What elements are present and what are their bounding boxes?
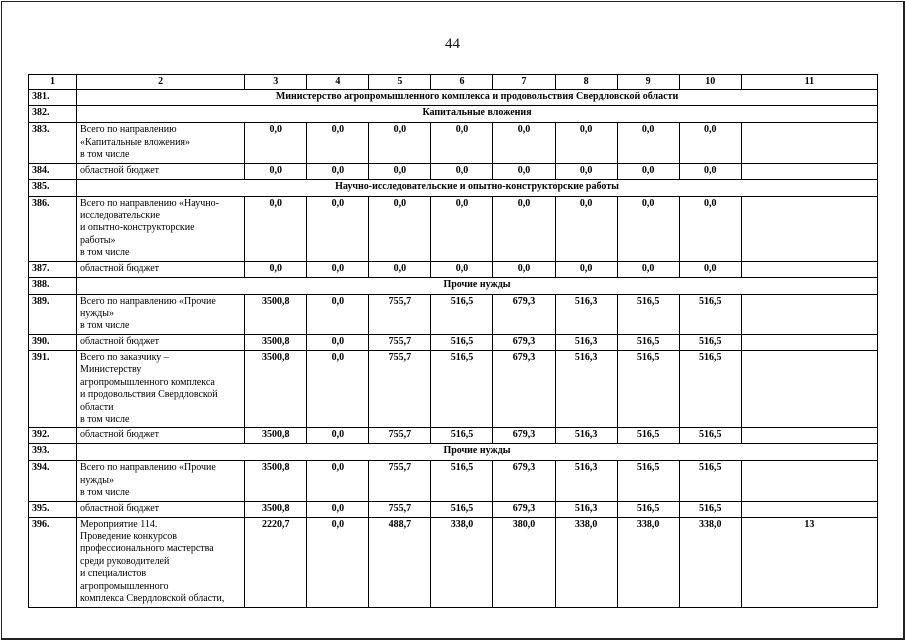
column-header: 10 xyxy=(679,75,741,90)
value-cell: 516,5 xyxy=(617,428,679,444)
table-row xyxy=(29,123,878,163)
description-line: «Капитальные вложения» xyxy=(80,136,191,148)
description-line: комплекса Свердловской области, xyxy=(80,592,225,604)
value-cell: 0,0 xyxy=(307,123,369,163)
value-cell: 0,0 xyxy=(679,123,741,163)
row-description xyxy=(77,461,245,501)
value-cell: 0,0 xyxy=(431,196,493,261)
section-row xyxy=(29,444,878,461)
column-header: 11 xyxy=(741,75,877,90)
value-cell: 0,0 xyxy=(307,196,369,261)
table-row xyxy=(29,461,878,501)
value-cell: 0,0 xyxy=(369,163,431,179)
row-number: 395. xyxy=(29,501,77,517)
section-title: Капитальные вложения xyxy=(77,106,878,123)
value-cell: 338,0 xyxy=(431,517,493,607)
target-indicator-cell xyxy=(741,163,877,179)
description-line: областной бюджет xyxy=(80,429,160,441)
column-header: 8 xyxy=(555,75,617,90)
description-line: работы» xyxy=(80,234,116,246)
value-cell: 516,3 xyxy=(555,350,617,427)
value-cell: 0,0 xyxy=(493,196,555,261)
row-number: 392. xyxy=(29,428,77,444)
section-row xyxy=(29,90,878,106)
description-line: Всего по направлению «Прочие xyxy=(80,295,216,307)
description-line: областной бюджет xyxy=(80,335,160,347)
value-cell: 516,5 xyxy=(431,350,493,427)
section-title: Научно-исследовательские и опытно-конструкторские работы xyxy=(77,179,878,196)
column-header: 9 xyxy=(617,75,679,90)
row-number: 387. xyxy=(29,261,77,277)
value-cell: 380,0 xyxy=(493,517,555,607)
description-line: агропромышленного xyxy=(80,580,169,592)
description-line: и опытно-конструкторские xyxy=(80,222,195,234)
column-header: 1 xyxy=(29,75,77,90)
section-title: Прочие нужды xyxy=(77,444,878,461)
description-line: профессионального мастерства xyxy=(80,543,214,555)
row-description xyxy=(77,163,245,179)
value-cell: 0,0 xyxy=(617,163,679,179)
value-cell: 488,7 xyxy=(369,517,431,607)
description-line: и продовольствия Свердловской xyxy=(80,389,218,401)
row-number: 394. xyxy=(29,461,77,501)
value-cell: 755,7 xyxy=(369,461,431,501)
row-number: 386. xyxy=(29,196,77,261)
value-cell: 338,0 xyxy=(617,517,679,607)
column-header: 7 xyxy=(493,75,555,90)
value-cell: 0,0 xyxy=(369,196,431,261)
section-row xyxy=(29,179,878,196)
value-cell: 3500,8 xyxy=(245,428,307,444)
row-description xyxy=(77,261,245,277)
row-number: 391. xyxy=(29,350,77,427)
value-cell: 755,7 xyxy=(369,294,431,334)
table-row xyxy=(29,163,878,179)
value-cell: 0,0 xyxy=(555,261,617,277)
value-cell: 516,5 xyxy=(431,428,493,444)
table-row xyxy=(29,428,878,444)
page-number: 44 xyxy=(445,36,460,52)
value-cell: 516,3 xyxy=(555,294,617,334)
value-cell: 679,3 xyxy=(493,350,555,427)
target-indicator-cell xyxy=(741,461,877,501)
column-header: 4 xyxy=(307,75,369,90)
description-line: в том числе xyxy=(80,247,130,259)
value-cell: 0,0 xyxy=(617,196,679,261)
section-title: Прочие нужды xyxy=(77,277,878,294)
target-indicator-cell xyxy=(741,428,877,444)
value-cell: 0,0 xyxy=(369,123,431,163)
value-cell: 755,7 xyxy=(369,334,431,350)
value-cell: 516,5 xyxy=(617,461,679,501)
description-line: Всего по направлению «Прочие xyxy=(80,462,216,474)
value-cell: 338,0 xyxy=(555,517,617,607)
value-cell: 0,0 xyxy=(555,163,617,179)
value-cell: 0,0 xyxy=(307,461,369,501)
value-cell: 516,5 xyxy=(431,461,493,501)
description-line: областной бюджет xyxy=(80,164,160,176)
value-cell: 679,3 xyxy=(493,334,555,350)
row-number: 389. xyxy=(29,294,77,334)
target-indicator-cell xyxy=(741,350,877,427)
row-number: 396. xyxy=(29,517,77,607)
value-cell: 516,5 xyxy=(431,501,493,517)
table-row xyxy=(29,350,878,427)
row-number: 388. xyxy=(29,277,77,294)
target-indicator-cell xyxy=(741,501,877,517)
value-cell: 0,0 xyxy=(555,196,617,261)
description-line: агропромышленного комплекса xyxy=(80,376,215,388)
value-cell: 516,5 xyxy=(431,334,493,350)
value-cell: 516,3 xyxy=(555,428,617,444)
budget-table xyxy=(28,74,878,608)
table-row xyxy=(29,501,878,517)
value-cell: 0,0 xyxy=(245,123,307,163)
row-number: 390. xyxy=(29,334,77,350)
value-cell: 516,5 xyxy=(617,334,679,350)
target-indicator-cell: 13 xyxy=(741,517,877,607)
row-description xyxy=(77,123,245,163)
value-cell: 3500,8 xyxy=(245,350,307,427)
value-cell: 755,7 xyxy=(369,428,431,444)
value-cell: 0,0 xyxy=(307,501,369,517)
value-cell: 0,0 xyxy=(679,261,741,277)
row-description xyxy=(77,334,245,350)
column-header: 3 xyxy=(245,75,307,90)
value-cell: 0,0 xyxy=(431,261,493,277)
value-cell: 679,3 xyxy=(493,461,555,501)
description-line: в том числе xyxy=(80,487,130,499)
value-cell: 3500,8 xyxy=(245,294,307,334)
description-line: в том числе xyxy=(80,413,130,425)
row-number: 382. xyxy=(29,106,77,123)
section-row xyxy=(29,277,878,294)
table-row xyxy=(29,517,878,607)
description-line: областной бюджет xyxy=(80,502,160,514)
row-number: 385. xyxy=(29,179,77,196)
value-cell: 338,0 xyxy=(679,517,741,607)
value-cell: 516,5 xyxy=(679,334,741,350)
value-cell: 516,5 xyxy=(617,294,679,334)
value-cell: 2220,7 xyxy=(245,517,307,607)
row-description xyxy=(77,294,245,334)
value-cell: 0,0 xyxy=(493,123,555,163)
value-cell: 516,3 xyxy=(555,461,617,501)
section-title: Министерство агропромышленного комплекса и продовольствия Свердловской области xyxy=(77,90,878,106)
target-indicator-cell xyxy=(741,261,877,277)
value-cell: 0,0 xyxy=(307,517,369,607)
table-row xyxy=(29,294,878,334)
description-line: области xyxy=(80,401,114,413)
description-line: областной бюджет xyxy=(80,262,160,274)
value-cell: 679,3 xyxy=(493,294,555,334)
value-cell: 0,0 xyxy=(369,261,431,277)
row-description xyxy=(77,428,245,444)
value-cell: 516,5 xyxy=(617,501,679,517)
value-cell: 0,0 xyxy=(431,123,493,163)
value-cell: 0,0 xyxy=(245,196,307,261)
value-cell: 0,0 xyxy=(307,294,369,334)
description-line: Мероприятие 114. xyxy=(80,518,158,530)
value-cell: 516,5 xyxy=(679,428,741,444)
description-line: нужды» xyxy=(80,308,114,320)
row-description xyxy=(77,350,245,427)
value-cell: 755,7 xyxy=(369,350,431,427)
table-row xyxy=(29,334,878,350)
value-cell: 516,5 xyxy=(431,294,493,334)
value-cell: 0,0 xyxy=(493,163,555,179)
value-cell: 0,0 xyxy=(617,123,679,163)
table-row xyxy=(29,261,878,277)
target-indicator-cell xyxy=(741,123,877,163)
value-cell: 0,0 xyxy=(245,163,307,179)
section-row xyxy=(29,106,878,123)
value-cell: 0,0 xyxy=(245,261,307,277)
value-cell: 0,0 xyxy=(431,163,493,179)
value-cell: 3500,8 xyxy=(245,501,307,517)
target-indicator-cell xyxy=(741,334,877,350)
target-indicator-cell xyxy=(741,294,877,334)
header-row xyxy=(29,75,878,90)
value-cell: 516,3 xyxy=(555,334,617,350)
description-line: Проведение конкурсов xyxy=(80,530,177,542)
value-cell: 679,3 xyxy=(493,428,555,444)
value-cell: 0,0 xyxy=(555,123,617,163)
description-line: в том числе xyxy=(80,149,130,161)
target-indicator-cell xyxy=(741,196,877,261)
column-header: 2 xyxy=(77,75,245,90)
value-cell: 0,0 xyxy=(307,261,369,277)
description-line: Министерству xyxy=(80,364,142,376)
value-cell: 516,5 xyxy=(679,350,741,427)
value-cell: 3500,8 xyxy=(245,461,307,501)
value-cell: 0,0 xyxy=(307,350,369,427)
description-line: среди руководителей xyxy=(80,555,170,567)
value-cell: 0,0 xyxy=(679,163,741,179)
value-cell: 516,5 xyxy=(679,501,741,517)
value-cell: 0,0 xyxy=(307,334,369,350)
value-cell: 0,0 xyxy=(307,428,369,444)
row-number: 384. xyxy=(29,163,77,179)
column-header: 5 xyxy=(369,75,431,90)
value-cell: 0,0 xyxy=(679,196,741,261)
description-line: Всего по заказчику – xyxy=(80,351,169,363)
description-line: Всего по направлению xyxy=(80,124,177,136)
value-cell: 0,0 xyxy=(307,163,369,179)
description-line: в том числе xyxy=(80,320,130,332)
description-line: Всего по направлению «Научно- xyxy=(80,197,219,209)
value-cell: 516,3 xyxy=(555,501,617,517)
value-cell: 679,3 xyxy=(493,501,555,517)
row-description xyxy=(77,517,245,607)
row-description xyxy=(77,196,245,261)
value-cell: 516,5 xyxy=(679,294,741,334)
value-cell: 516,5 xyxy=(617,350,679,427)
value-cell: 516,5 xyxy=(679,461,741,501)
table-row xyxy=(29,196,878,261)
row-number: 383. xyxy=(29,123,77,163)
row-description xyxy=(77,501,245,517)
column-header: 6 xyxy=(431,75,493,90)
description-line: и специалистов xyxy=(80,568,147,580)
row-number: 393. xyxy=(29,444,77,461)
row-number: 381. xyxy=(29,90,77,106)
value-cell: 3500,8 xyxy=(245,334,307,350)
description-line: исследовательские xyxy=(80,210,160,222)
value-cell: 0,0 xyxy=(617,261,679,277)
description-line: нужды» xyxy=(80,474,114,486)
value-cell: 755,7 xyxy=(369,501,431,517)
value-cell: 0,0 xyxy=(493,261,555,277)
